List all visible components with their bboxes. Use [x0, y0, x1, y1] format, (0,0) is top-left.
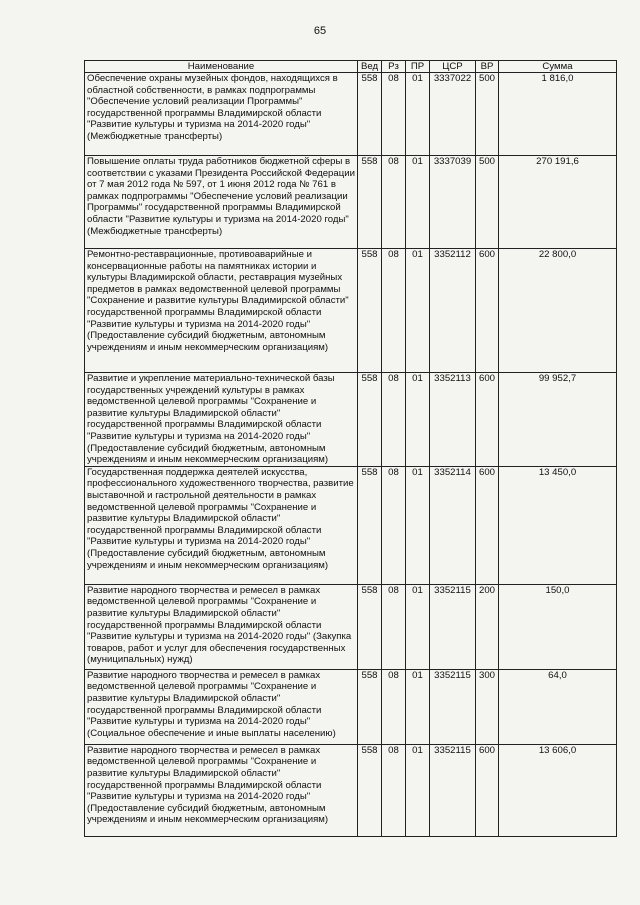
cell-csr: 3352115 [430, 744, 476, 836]
cell-rz: 08 [382, 156, 406, 249]
table-row [85, 249, 617, 373]
cell-ved: 558 [358, 584, 382, 669]
cell-vr: 500 [476, 73, 499, 156]
cell-sum: 13 450,0 [499, 466, 617, 584]
cell-pr: 01 [406, 249, 430, 373]
cell-rz: 08 [382, 669, 406, 744]
cell-sum: 270 191,6 [499, 156, 617, 249]
cell-vr: 600 [476, 744, 499, 836]
table-row [85, 156, 617, 249]
table-row [85, 466, 617, 584]
cell-name: Ремонтно-реставрационные, противоаварийные и консервационные работы на памятниках истории и культуры Владимирской области, реставрация музейных предметов в рамках ведомственной целевой программы "Сохранение и развитие культуры Владимирской области" государственной программы Владимирской области "Развитие культуры и туризма на 2014-2020 годы" (Предоставление субсидий бюджетным, автономным учреждениям и иным некоммерческим организациям) [85, 249, 358, 373]
cell-vr: 600 [476, 466, 499, 584]
cell-name: Развитие и укрепление материально-технической базы государственных учреждений культуры в рамках ведомственной целевой программы "Сохранение и развитие культуры Владимирской области" государственной программы Владимирской области "Развитие культуры и туризма на 2014-2020 годы" (Предоставление субсидий бюджетным, автономным учреждениям и иным некоммерческим организациям) [85, 373, 358, 467]
cell-rz: 08 [382, 249, 406, 373]
budget-table [84, 60, 617, 837]
cell-name: Государственная поддержка деятелей искусства, профессионального художественного творчества, развитие выставочной и гастрольной деятельности в рамках ведомственной целевой программы "Сохранение и развитие культуры Владимирской области" государственной программы Владимирской области "Развитие культуры и туризма на 2014-2020 годы" (Предоставление субсидий бюджетным, автономным учреждениям и иным некоммерческим организациям) [85, 466, 358, 584]
cell-csr: 3352115 [430, 584, 476, 669]
cell-pr: 01 [406, 73, 430, 156]
cell-sum: 99 952,7 [499, 373, 617, 467]
cell-name: Развитие народного творчества и ремесел в рамках ведомственной целевой программы "Сохранение и развитие культуры Владимирской области" государственной программы Владимирской области "Развитие культуры и туризма на 2014-2020 годы" (Закупка товаров, работ и услуг для обеспечения государственных (муниципальных) нужд) [85, 584, 358, 669]
table-row [85, 373, 617, 467]
cell-sum: 22 800,0 [499, 249, 617, 373]
cell-vr: 200 [476, 584, 499, 669]
table-header-row [85, 61, 617, 73]
table-row [85, 669, 617, 744]
cell-ved: 558 [358, 373, 382, 467]
cell-csr: 3337039 [430, 156, 476, 249]
cell-ved: 558 [358, 249, 382, 373]
cell-pr: 01 [406, 156, 430, 249]
cell-ved: 558 [358, 466, 382, 584]
cell-pr: 01 [406, 744, 430, 836]
cell-csr: 3352114 [430, 466, 476, 584]
cell-name: Развитие народного творчества и ремесел в рамках ведомственной целевой программы "Сохранение и развитие культуры Владимирской области" государственной программы Владимирской области "Развитие культуры и туризма на 2014-2020 годы" (Социальное обеспечение и иные выплаты населению) [85, 669, 358, 744]
cell-rz: 08 [382, 744, 406, 836]
cell-ved: 558 [358, 73, 382, 156]
header-name: Наименование [85, 61, 358, 73]
cell-sum: 150,0 [499, 584, 617, 669]
cell-csr: 3352115 [430, 669, 476, 744]
header-rz: Рз [382, 61, 406, 73]
cell-ved: 558 [358, 669, 382, 744]
header-vr: ВР [476, 61, 499, 73]
cell-ved: 558 [358, 744, 382, 836]
cell-vr: 500 [476, 156, 499, 249]
cell-rz: 08 [382, 373, 406, 467]
cell-sum: 1 816,0 [499, 73, 617, 156]
cell-rz: 08 [382, 584, 406, 669]
cell-rz: 08 [382, 73, 406, 156]
table-row [85, 584, 617, 669]
cell-pr: 01 [406, 373, 430, 467]
cell-vr: 600 [476, 249, 499, 373]
cell-csr: 3352112 [430, 249, 476, 373]
cell-vr: 600 [476, 373, 499, 467]
cell-ved: 558 [358, 156, 382, 249]
cell-name: Обеспечение охраны музейных фондов, находящихся в областной собственности, в рамках подпрограммы "Обеспечение условий реализации Программы" государственной программы Владимирской области "Развитие культуры и туризма на 2014-2020 годы" (Межбюджетные трансферты) [85, 73, 358, 156]
cell-name: Развитие народного творчества и ремесел в рамках ведомственной целевой программы "Сохранение и развитие культуры Владимирской области" государственной программы Владимирской области "Развитие культуры и туризма на 2014-2020 годы" (Предоставление субсидий бюджетным, автономным учреждениям и иным некоммерческим организациям) [85, 744, 358, 836]
cell-name: Повышение оплаты труда работников бюджетной сферы в соответствии с указами Президента Российской Федерации от 7 мая 2012 года № 597, от 1 июня 2012 года № 761 в рамках подпрограммы "Обеспечение условий реализации Программы" государственной программы Владимирской области "Развитие культуры и туризма на 2014-2020 годы" (Межбюджетные трансферты) [85, 156, 358, 249]
page-number: 65 [313, 25, 327, 37]
cell-csr: 3352113 [430, 373, 476, 467]
header-csr: ЦСР [430, 61, 476, 73]
cell-sum: 64,0 [499, 669, 617, 744]
cell-csr: 3337022 [430, 73, 476, 156]
cell-vr: 300 [476, 669, 499, 744]
cell-pr: 01 [406, 466, 430, 584]
cell-rz: 08 [382, 466, 406, 584]
table-row [85, 744, 617, 836]
cell-sum: 13 606,0 [499, 744, 617, 836]
header-pr: ПР [406, 61, 430, 73]
header-sum: Сумма [499, 61, 617, 73]
table-row [85, 73, 617, 156]
cell-pr: 01 [406, 584, 430, 669]
header-ved: Вед [358, 61, 382, 73]
cell-pr: 01 [406, 669, 430, 744]
